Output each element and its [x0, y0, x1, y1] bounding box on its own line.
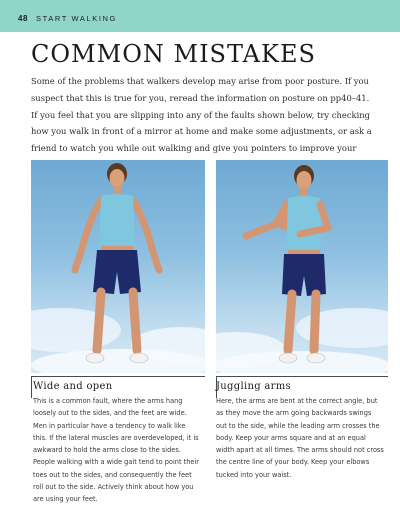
intro-paragraph: Some of the problems that walkers develop may arise from poor posture. If you suspect that this is true for you, reread the information on posture on pp40–41. If you feel that you are slipping into any of the faults shown below, try checking how you walk in front of a mirror at home and make some adjustments, or ask a friend to watch you while out walking and give you pointers to improve your [31, 76, 372, 154]
caption-body: This is a common fault, where the arms hang loosely out to the sides, and the feet are wide. Men in particular have a tendency to walk like this. If the lateral muscles are overdeveloped, it is awkward to hold the arms close to the sides. People walking with a wide gait tend to point their toes out to the sides, and consequently the feet roll out to the side. Actively think about how you are using your feet. [33, 397, 199, 504]
caption-heading: Juggling arms [216, 381, 291, 392]
page-title: COMMON MISTAKES [31, 40, 316, 68]
caption-juggling-arms [216, 380, 384, 481]
caption-rule-right [216, 376, 388, 377]
caption-wide-and-open [33, 380, 201, 506]
photo-juggling-arms [216, 160, 388, 373]
section-title: START WALKING [36, 14, 117, 23]
caption-rule-left [31, 376, 205, 377]
page-number: 48 [18, 14, 28, 23]
caption-body: Here, the arms are bent at the correct angle, but as they move the arm going backwards swings out to the side, while the leading arm crosses the body. Keep your arms square and at an equal width apart at all times. The arms should not cross the centre line of your body. Keep your elbows tucked into your waist. [216, 397, 384, 479]
caption-rule-left-vertical [31, 376, 32, 398]
photo-wide-and-open [31, 160, 205, 373]
caption-heading: Wide and open [33, 381, 113, 392]
